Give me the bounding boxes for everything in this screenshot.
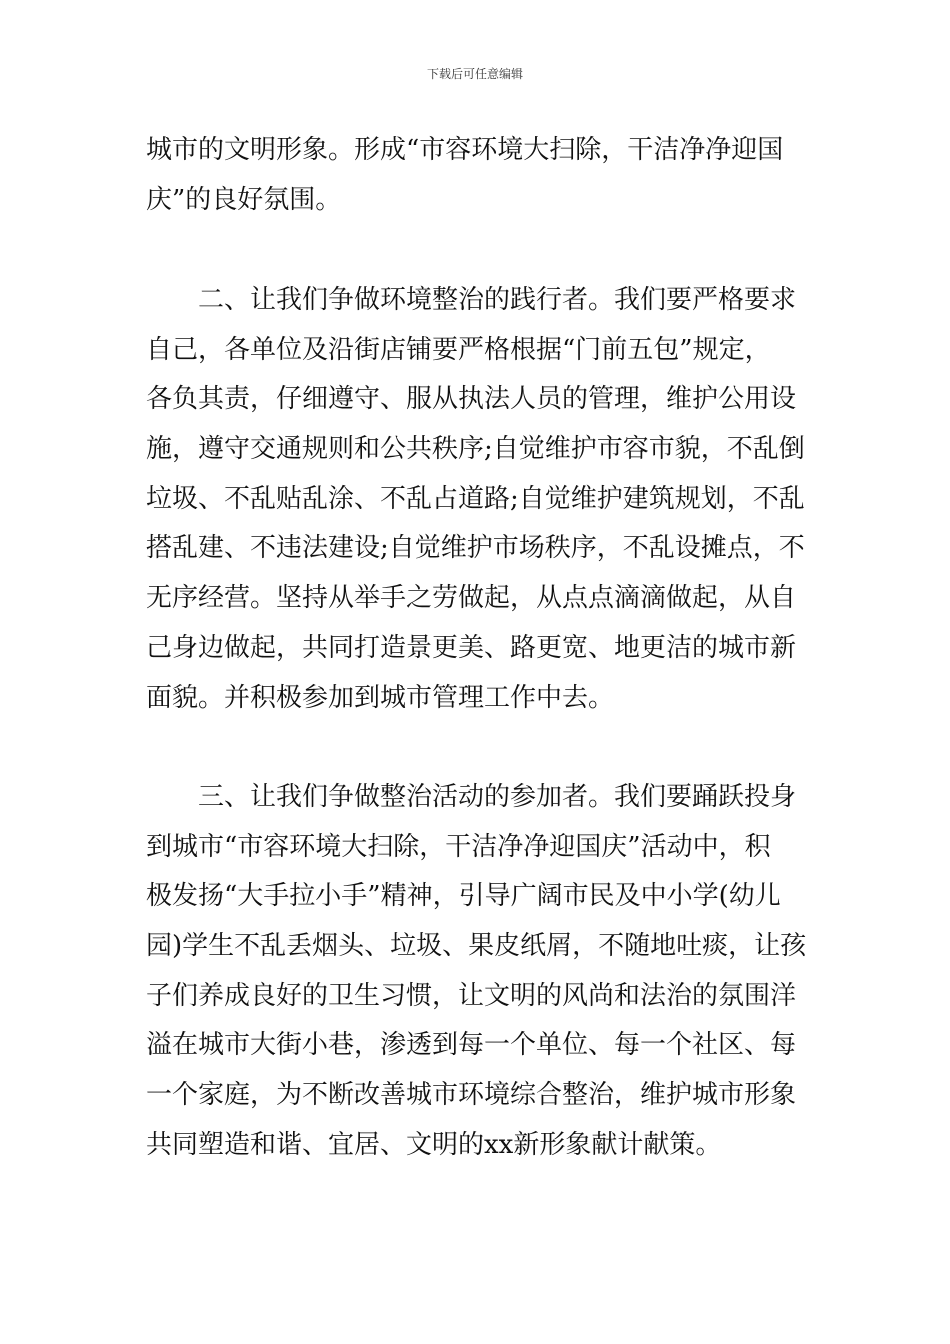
section3-line-6: 溢在城市大街小巷，渗透到每一个单位、每一个社区、每 <box>146 1030 797 1060</box>
intro-line-2: 庆”的良好氛围。 <box>146 185 342 215</box>
section2-line-2: 自己，各单位及沿街店铺要严格根据“门前五包”规定， <box>146 335 771 365</box>
section2-line-8: 己身边做起，共同打造景更美、路更宽、地更洁的城市新 <box>146 633 797 663</box>
section2-line-6: 搭乱建、不违法建设;自觉维护市场秩序，不乱设摊点，不 <box>146 533 805 563</box>
header-note: 下载后可任意编辑 <box>426 67 523 81</box>
section3-line-1: 三、让我们争做整治活动的参加者。我们要踊跃投身 <box>146 782 797 812</box>
section3-line-3: 极发扬“大手拉小手”精神，引导广阔市民及中小学(幼儿 <box>146 881 781 911</box>
section3-line-4: 园)学生不乱丢烟头、垃圾、果皮纸屑，不随地吐痰，让孩 <box>146 931 807 961</box>
section3-line-8: 共同塑造和谐、宜居、文明的xx新形象献计献策。 <box>146 1130 722 1160</box>
section2-line-1: 二、让我们争做环境整治的践行者。我们要严格要求 <box>146 285 797 315</box>
section3-line-7: 一个家庭，为不断改善城市环境综合整治，维护城市形象 <box>146 1080 797 1110</box>
section2-line-4: 施，遵守交通规则和公共秩序;自觉维护市容市貌，不乱倒 <box>146 434 805 464</box>
intro-line-1: 城市的文明形象。形成“市容环境大扫除，干洁净净迎国 <box>146 135 784 165</box>
section2-line-9: 面貌。并积极参加到城市管理工作中去。 <box>146 683 615 713</box>
section3-line-5: 子们养成良好的卫生习惯，让文明的风尚和法治的氛围洋 <box>146 981 797 1011</box>
section2-line-5: 垃圾、不乱贴乱涂、不乱占道路;自觉维护建筑规划，不乱 <box>146 484 805 514</box>
section2-line-7: 无序经营。坚持从举手之劳做起，从点点滴滴做起，从自 <box>146 583 797 613</box>
section2-line-3: 各负其责，仔细遵守、服从执法人员的管理，维护公用设 <box>146 384 797 414</box>
section3-line-2: 到城市“市容环境大扫除，干洁净净迎国庆”活动中，积 <box>146 832 771 862</box>
